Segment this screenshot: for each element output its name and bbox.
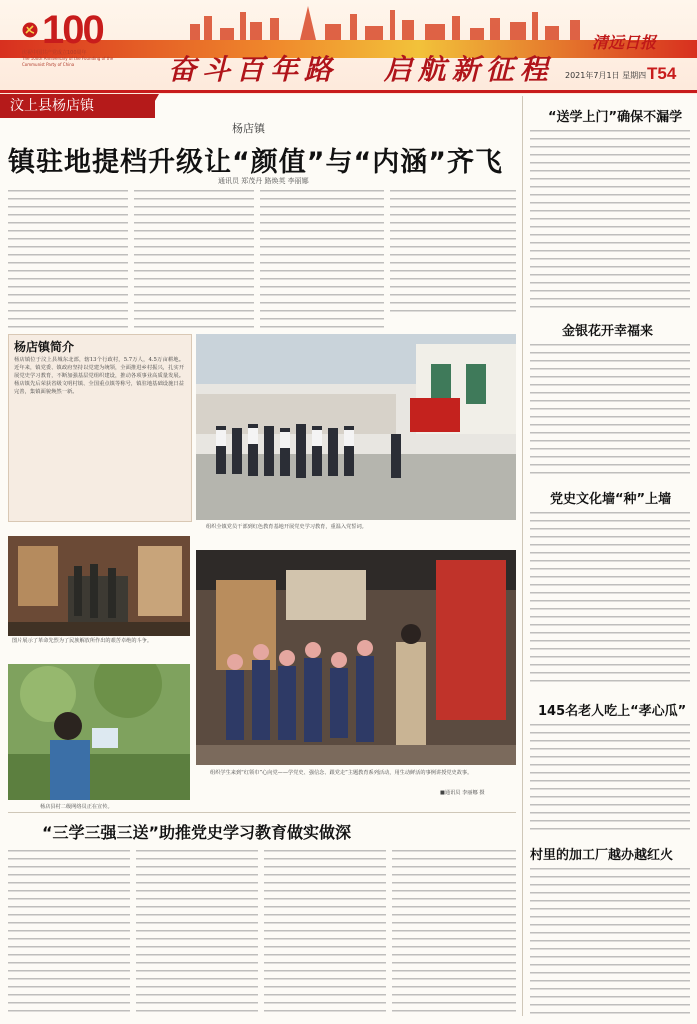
badge-caption-cn: 庆祝中国共产党成立100周年 bbox=[22, 50, 87, 56]
badge-number: 100 bbox=[42, 8, 103, 52]
photo-exhibition-hall bbox=[8, 536, 190, 636]
right-story-body-4 bbox=[530, 724, 690, 834]
city-skyline-graphic bbox=[180, 4, 600, 40]
caption-oath: 组织全镇党员干部到红色教育基地开展党史学习教育，重温入党誓词。 bbox=[206, 524, 367, 530]
issue-date: 2021年7月1日 星期四 bbox=[565, 71, 647, 80]
masthead-slogan bbox=[168, 48, 584, 88]
bottom-story-rule bbox=[8, 812, 516, 813]
photo-oath-ceremony bbox=[196, 334, 516, 520]
bottom-body-col-1 bbox=[8, 850, 130, 1016]
right-story-body-3 bbox=[530, 512, 690, 682]
right-story-body-1 bbox=[530, 130, 690, 310]
right-column-divider bbox=[522, 96, 523, 1016]
slogan-right: 启航新征程 bbox=[383, 53, 554, 86]
right-story-title-5: 村里的加工厂越办越红火 bbox=[530, 848, 674, 863]
right-story-title-3: 党史文化墙“种”上墙 bbox=[550, 492, 672, 507]
caption-exhibition: 图片展示了革命先烈为了民族解放所作出的艰苦卓绝的斗争。 bbox=[12, 638, 153, 644]
right-story-title-4: 145名老人吃上“孝心瓜” bbox=[538, 704, 687, 719]
main-body-col-1 bbox=[8, 190, 128, 328]
bottom-body-col-4 bbox=[392, 850, 516, 1016]
main-body-col-3 bbox=[260, 190, 384, 328]
bottom-headline: “三学三强三送”助推党史学习教育做实做深 bbox=[42, 823, 352, 842]
caption-students-credit: ■通讯员 李丽娜 摄 bbox=[440, 790, 485, 796]
photo-students-visit bbox=[196, 550, 516, 765]
caption-students: 组织学生来到“红领巾”心向党——学党史、强信念、跟党走”主题教育系列活动，用生动鲜活的事例讲授党史故事。 bbox=[210, 770, 473, 776]
page-number: T54 bbox=[647, 64, 677, 83]
right-story-body-2 bbox=[530, 344, 690, 474]
bottom-body-col-2 bbox=[136, 850, 258, 1016]
masthead-rule bbox=[0, 90, 697, 93]
right-story-body-5 bbox=[530, 868, 690, 1016]
slogan-left: 奋斗百年路 bbox=[168, 53, 339, 86]
section-tag: 汶上县杨店镇 bbox=[0, 94, 155, 118]
party-emblem-icon bbox=[22, 22, 38, 38]
bottom-body-col-3 bbox=[264, 850, 386, 1016]
right-story-title-2: 金银花开幸福来 bbox=[562, 324, 654, 339]
right-story-title-1: “送学上门”确保不漏学 bbox=[548, 110, 683, 125]
badge-caption-en: The 100th Anniversary of the Founding of the Communist Party of China bbox=[22, 56, 114, 67]
centenary-badge bbox=[22, 8, 132, 67]
main-headline: 镇驻地提档升级让“颜值”与“内涵”齐飞 bbox=[8, 147, 503, 178]
main-body-col-2 bbox=[134, 190, 254, 328]
paper-nameplate: 清远日报 bbox=[592, 33, 657, 52]
main-body-col-4 bbox=[390, 190, 516, 315]
section-tag-notch bbox=[145, 94, 159, 118]
caption-volunteer: 杨店县村二级网络员正在宣传。 bbox=[40, 804, 113, 810]
masthead-banner bbox=[0, 0, 697, 94]
story-kicker: 杨店镇 bbox=[232, 122, 265, 135]
photo-volunteer bbox=[8, 664, 190, 800]
main-byline: 通讯员 郑茂丹 路焕英 李丽娜 bbox=[218, 177, 309, 185]
intro-text: 杨店镇位于汶上县城东北部，辖13个行政村，5.7万人，4.5万亩耕地。近年来，镇党委、镇政府坚持以党建为统领，全面推进乡村振兴，扎实开展党史学习教育，不断加强基层党组织建设，推动各项事业高质量发展。杨店镇先后荣获省级文明村镇、全国重点镇等称号，镇驻地基础设施日益完善，集镇面貌焕然一新。 bbox=[14, 357, 184, 395]
intro-title: 杨店镇简介 bbox=[14, 340, 75, 354]
